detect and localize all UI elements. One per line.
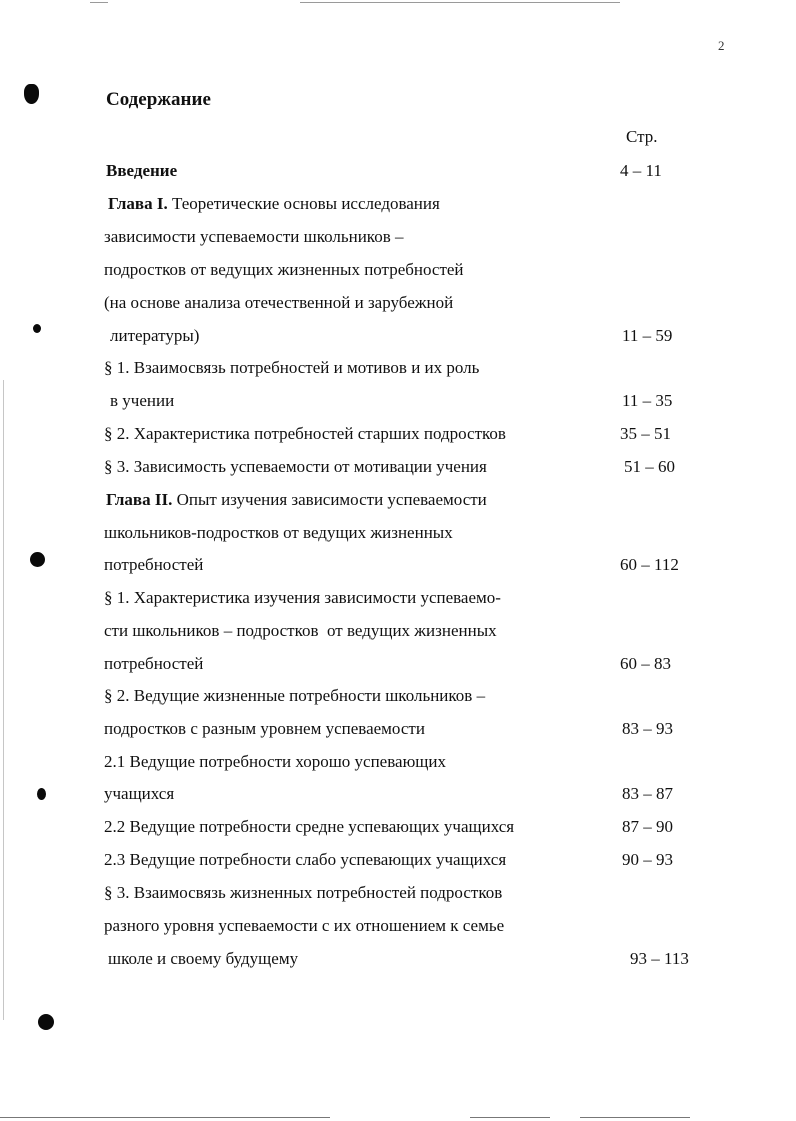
toc-entry [0,254,796,287]
toc-entry-text [104,227,403,247]
toc-entry-label: § 3. Зависимость успеваемости от мотивации учения [104,457,487,476]
toc-entry-label: Теоретические основы исследования [167,194,440,213]
toc-entry-label: Опыт изучения зависимости успеваемости [172,490,487,509]
punch-hole [38,1014,54,1030]
toc-entry-text [106,490,487,510]
toc-entry-label: 2.2 Ведущие потребности средне успевающих учащихся [104,817,515,836]
toc-entry [0,418,796,451]
toc-entry [0,221,796,254]
toc-entry [0,844,796,877]
toc-entry-pages: 35 – 51 [620,424,671,443]
toc-entry-label: потребностей [104,555,204,574]
toc-entry-label: сти школьников – подростков от ведущих жизненных [104,621,497,640]
toc-entry [0,385,796,418]
toc-entry-text [108,949,298,969]
toc-entry [0,778,796,811]
toc-entry-text [104,883,502,903]
toc-entry-text [104,588,501,608]
toc-entry-text [104,621,497,641]
toc-entry-label: подростков от ведущих жизненных потребностей [104,260,464,279]
toc-entry [0,517,796,550]
toc-entry-heading: Глава I. [108,194,168,213]
toc-entry [0,582,796,615]
toc-entry-label: школьников-подростков от ведущих жизненных [104,523,453,542]
toc-entry-label: потребностей [104,654,204,673]
toc-entry-text [104,686,485,706]
toc-entry [0,320,796,353]
toc-entry-text [104,358,479,378]
toc-entry-text [104,784,174,804]
toc-entry [0,877,796,910]
toc-entry [0,746,796,779]
scan-artifact [300,2,620,3]
punch-hole [24,84,39,104]
toc-entry-label: (на основе анализа отечественной и зарубежной [104,293,454,312]
toc-entry-pages: 83 – 93 [622,719,673,738]
toc-entry-pages: 93 – 113 [630,949,689,968]
toc-entry-label: зависимости успеваемости школьников – [104,227,404,246]
toc-entry-pages: 90 – 93 [622,850,673,869]
scan-artifact [90,2,108,3]
page-title: Содержание [106,89,211,110]
toc-entry-pages: 4 – 11 [620,161,662,180]
scan-artifact [470,1117,550,1118]
toc-entry-text [104,523,453,543]
toc-entry [0,680,796,713]
toc-entry [0,713,796,746]
scan-artifact [580,1117,690,1118]
scan-artifact [0,1117,330,1118]
toc-entry [0,910,796,943]
toc-entry-label: подростков с разным уровнем успеваемости [104,719,425,738]
toc-entry-label: § 2. Характеристика потребностей старших подростков [104,424,506,443]
toc-entry-label: учащихся [104,784,175,803]
toc-entry-pages: 87 – 90 [622,817,673,836]
page-number: 2 [718,38,725,53]
toc-entry-text [104,260,464,280]
toc-entry-text [104,555,203,575]
toc-entry-label: разного уровня успеваемости с их отношением к семье [104,916,505,935]
toc-entry-text [104,293,453,313]
toc-entry-label: 2.3 Ведущие потребности слабо успевающих учащихся [104,850,507,869]
toc-entry-text [106,161,177,181]
toc-entry [0,811,796,844]
toc-entry-text [108,194,440,214]
toc-entry-pages: 11 – 35 [622,391,673,410]
toc-entry [0,155,796,188]
toc-entry-text [104,916,504,936]
toc-entry-label: школе и своему будущему [108,949,299,968]
toc-entry-text [104,457,487,477]
toc-entry [0,484,796,517]
toc-entry-text [104,654,203,674]
toc-entry [0,549,796,582]
toc-entry-text [104,752,446,772]
toc-entry [0,188,796,221]
toc-entry-pages: 60 – 112 [620,555,679,574]
toc-entry-text [104,719,425,739]
toc-entry [0,648,796,681]
toc-entry-pages: 83 – 87 [622,784,673,803]
toc-entry-text [104,850,506,870]
toc-entry-pages: 60 – 83 [620,654,671,673]
toc-entry-label: § 3. Взаимосвязь жизненных потребностей подростков [104,883,503,902]
toc-entry [0,615,796,648]
toc-entry-text [110,391,174,411]
toc-entry-pages: 11 – 59 [622,326,673,345]
toc-entry-label: § 1. Характеристика изучения зависимости успеваемо- [104,588,501,607]
toc-entry-text [104,424,506,444]
toc-entry [0,451,796,484]
page-column-header: Стр. [626,127,658,146]
toc-entry-label: в учении [110,391,175,410]
toc-entry-text [110,326,199,346]
toc-entry [0,943,796,976]
toc-entry-label: 2.1 Ведущие потребности хорошо успевающих [104,752,446,771]
toc-entry-pages: 51 – 60 [624,457,675,476]
toc-entry [0,352,796,385]
toc-entry [0,287,796,320]
toc-entry-heading: Глава II. [106,490,173,509]
toc-entry-text [104,817,514,837]
toc-entry-label: § 1. Взаимосвязь потребностей и мотивов и их роль [104,358,480,377]
toc-entry-label: § 2. Ведущие жизненные потребности школьников – [104,686,486,705]
toc-entry-label: литературы) [110,326,200,345]
toc-entry-heading: Введение [106,161,178,180]
